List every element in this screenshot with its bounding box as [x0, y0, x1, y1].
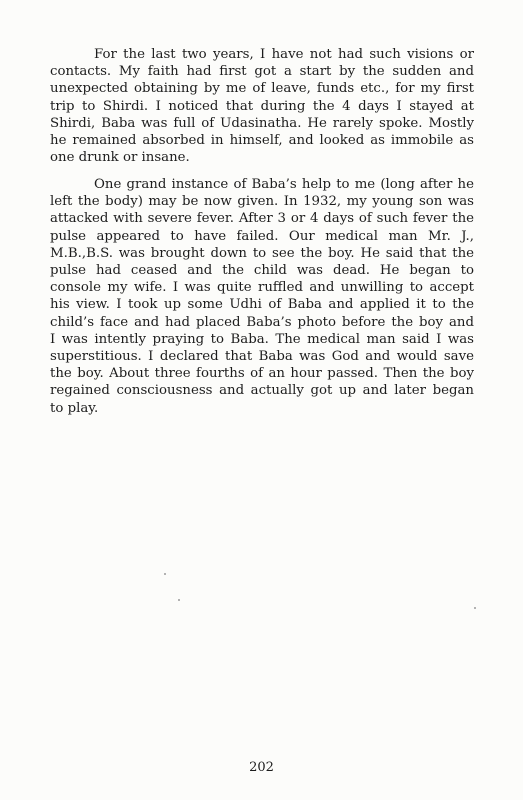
text-line: pulse had ceased and the child was dead. He began to — [50, 263, 474, 279]
text-line: his view. I took up some Udhi of Baba and applied it to the — [50, 297, 474, 313]
text-line: child’s face and had placed Baba’s photo before the boy and — [50, 314, 474, 330]
text-line: I was intently praying to Baba. The medical man said I was — [50, 331, 474, 347]
text-line: pulse appeared to have failed. Our medical man Mr. J., — [50, 228, 474, 244]
text-line: superstitious. I declared that Baba was God and would save — [50, 349, 474, 365]
text-line: he remained absorbed in himself, and looked as immobile as — [50, 133, 474, 149]
text-line: attacked with severe fever. After 3 or 4 days of such fever the — [50, 211, 474, 227]
paragraph-fever-story — [50, 176, 474, 417]
page-number: 202 — [249, 760, 274, 775]
text-line: For the last two years, I have not had such visions or — [94, 47, 474, 62]
text-line: unexpected obtaining by me of leave, funds etc., for my first — [50, 81, 474, 97]
text-line: M.B.,B.S. was brought down to see the boy. He said that the — [50, 245, 474, 261]
paragraph-visions — [50, 46, 474, 166]
text-line: one drunk or insane. — [50, 150, 190, 166]
text-line: trip to Shirdi. I noticed that during the 4 days I stayed at — [50, 98, 474, 114]
paper-speck — [164, 573, 166, 575]
paper-speck — [178, 599, 180, 601]
text-line: regained consciousness and actually got up and later began — [50, 383, 474, 399]
text-line: contacts. My faith had first got a start by the sudden and — [50, 64, 474, 80]
text-line: One grand instance of Baba’s help to me (long after he — [94, 177, 474, 192]
paper-speck — [474, 607, 476, 609]
text-line: console my wife. I was quite ruffled and unwilling to accept — [50, 280, 474, 296]
text-line: Shirdi, Baba was full of Udasinatha. He rarely spoke. Mostly — [50, 115, 474, 131]
text-line: the boy. About three fourths of an hour passed. Then the boy — [50, 366, 474, 382]
text-line: left the body) may be now given. In 1932, my young son was — [50, 194, 474, 210]
text-line: to play. — [50, 400, 99, 416]
